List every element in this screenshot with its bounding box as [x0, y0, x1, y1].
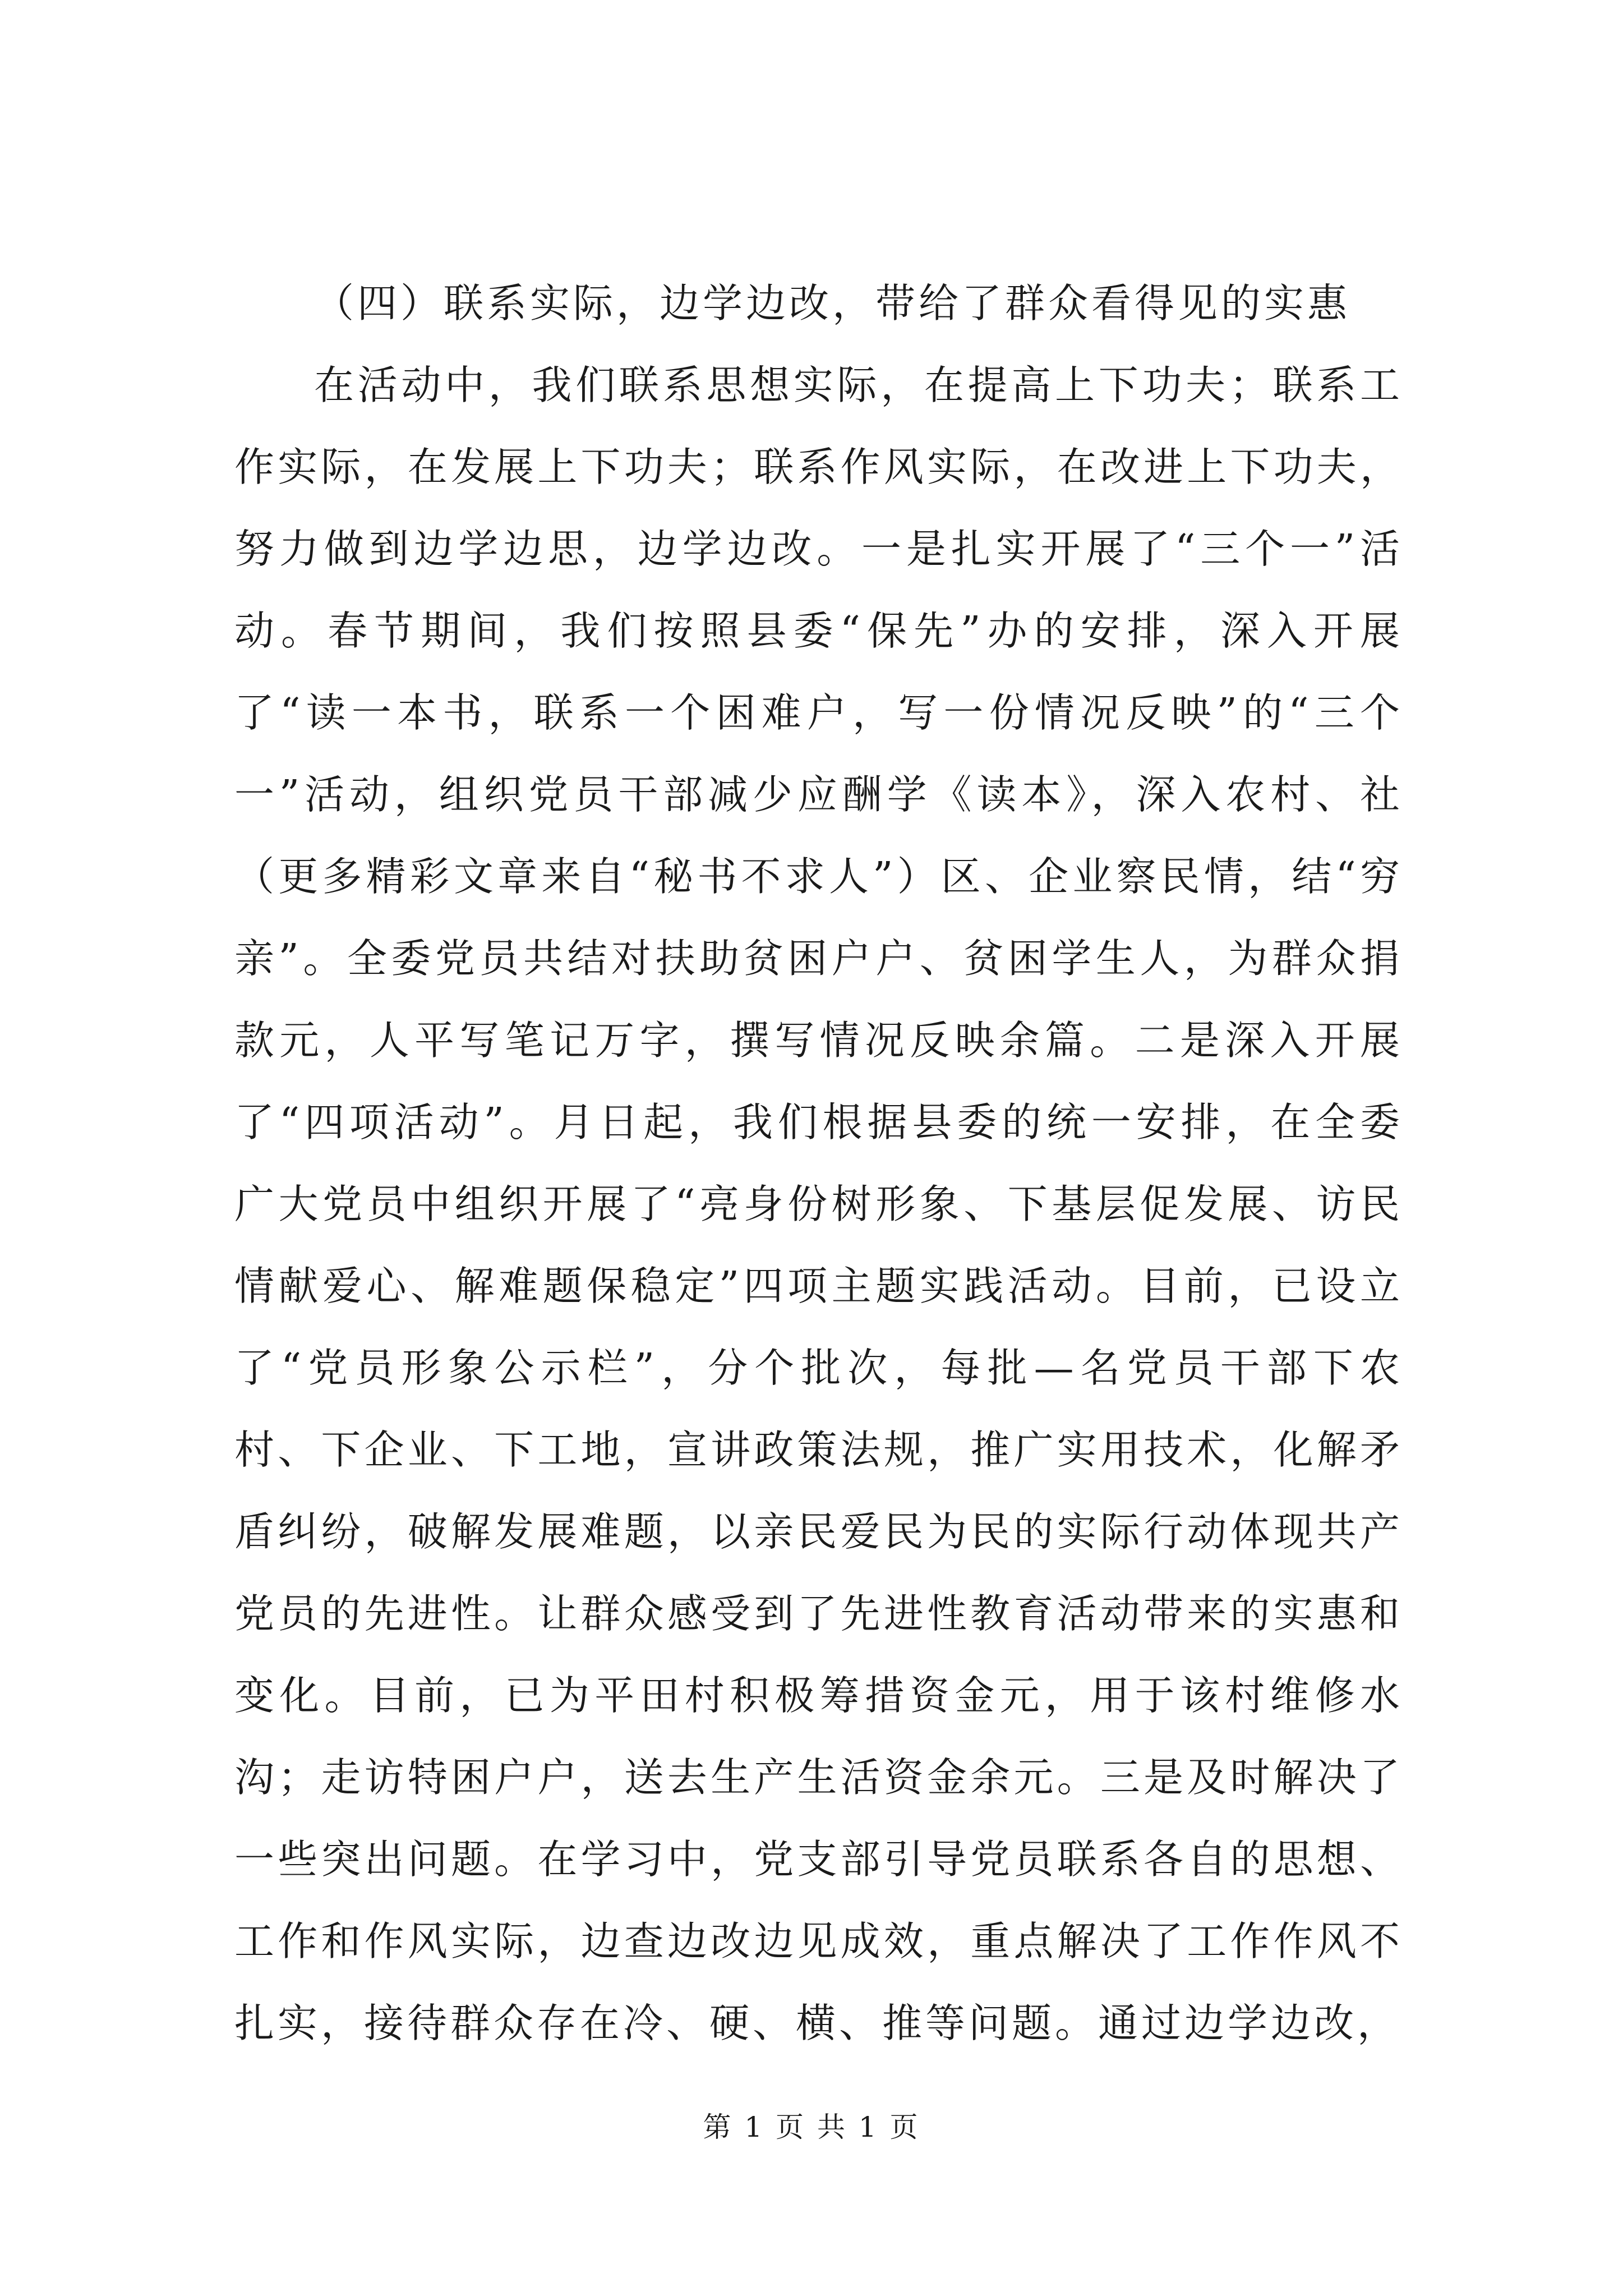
- section-heading: （四）联系实际，边学边改，带给了群众看得见的实惠: [314, 280, 1351, 326]
- body-paragraph: 在活动中，我们联系思想实际，在提高上下功夫；联系工作实际，在发展上下功夫；联系作风实际，在改进上下功夫，努力做到边学边思，边学边改。一是扎实开展了“三个一”活动。春节期间，我们按照县委“保先”办的安排，深入开展了“读一本书，联系一个困难户，写一份情况反映”的“三个一”活动，组织党员干部减少应酬学《读本》，深入农村、社（更多精彩文章来自“秘书不求人”）区、企业察民情，结“穷亲”。全委党员共结对扶助贫困户户、贫困学生人，为群众捐款元，人平写笔记万字，撰写情况反映余篇。二是深入开展了“四项活动”。月日起，我们根据县委的统一安排，在全委广大党员中组织开展了“亮身份树形象、下基层促发展、访民情献爱心、解难题保稳定”四项主题实践活动。目前，已设立了“党员形象公示栏”，分个批次，每批—名党员干部下农村、下企业、下工地，宣讲政策法规，推广实用技术，化解矛盾纠纷，破解发展难题，以亲民爱民为民的实际行动体现共产党员的先进性。让群众感受到了先进性教育活动带来的实惠和变化。目前，已为平田村积极筹措资金元，用于该村维修水沟；走访特困户户，送去生产生活资金余元。三是及时解决了一些突出问题。在学习中，党支部引导党员联系各自的思想、工作和作风实际，边查边改边见成效，重点解决了工作作风不扎实，接待群众存在冷、硬、横、推等问题。通过边学边改，: [234, 362, 1403, 2046]
- page-footer: 第 1 页 共 1 页: [703, 2111, 920, 2143]
- document-body: [234, 263, 1403, 2064]
